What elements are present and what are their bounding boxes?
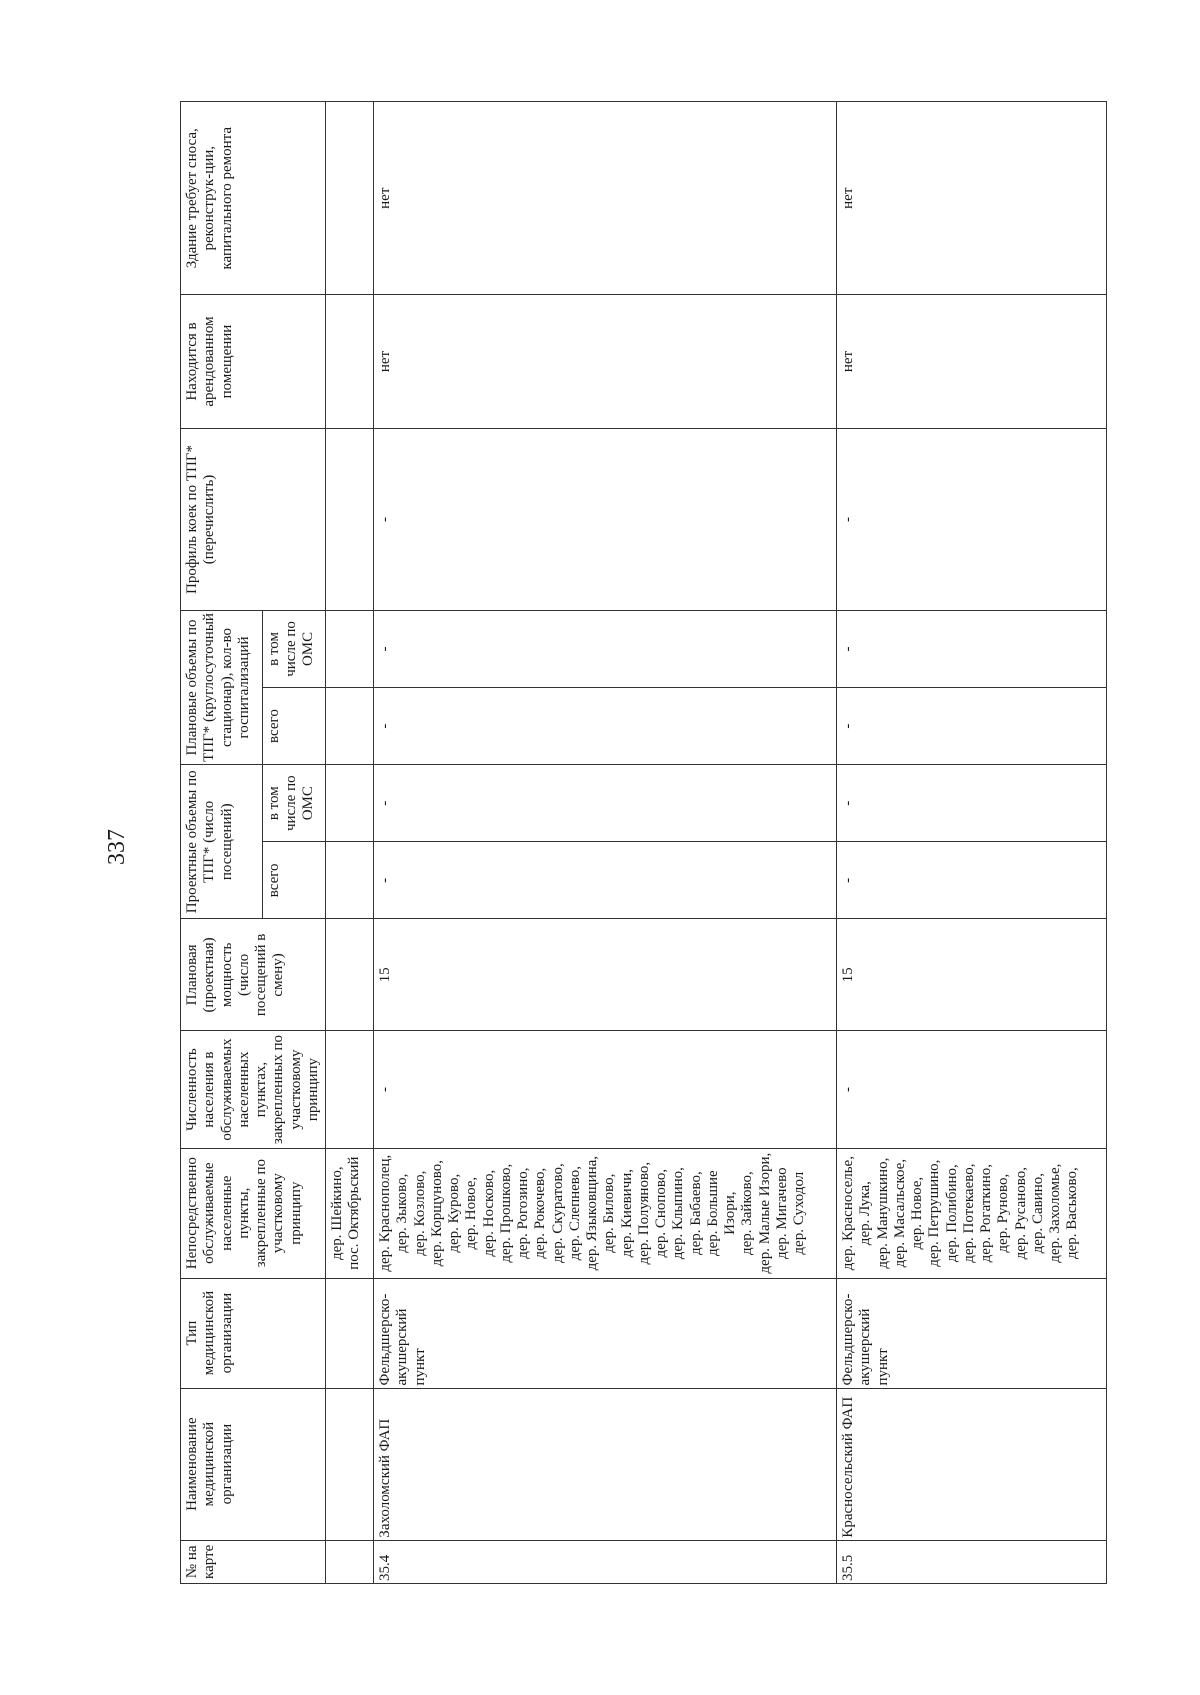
settlement-name: дер. Новое, — [463, 1176, 480, 1250]
row-population: - — [374, 1031, 837, 1148]
settlement-name: дер. Руново, — [995, 1173, 1012, 1253]
header-bed-profile: Профиль коек по ТПГ* (перечислить) — [181, 429, 326, 611]
row-proj-total: - — [374, 842, 837, 919]
row-rented: нет — [374, 294, 837, 428]
settlement-name: дер. Большие Изори, — [704, 1170, 738, 1257]
cont-repair — [326, 102, 374, 294]
row-plan-total: - — [837, 688, 1107, 765]
row-plan-oms: - — [374, 610, 837, 687]
header-num: № на карте — [181, 1540, 326, 1583]
header-settlements: Непосредственно обслуживаемые населенные пункты, закрепленные по участковому принципу — [181, 1148, 326, 1278]
settlement-name: дер. Масальское, — [891, 1158, 908, 1268]
row-population: - — [837, 1031, 1107, 1148]
settlement-name: дер. Захоломье, — [1047, 1163, 1063, 1263]
header-population: Численность населения в обслуживаемых населенных пунктах, закрепленных по участковому принципу — [181, 1031, 326, 1148]
settlement-name: дер. Лука, — [857, 1181, 874, 1246]
cont-proj-total — [326, 842, 374, 919]
cont-population — [326, 1031, 374, 1148]
row-repair: нет — [837, 102, 1107, 294]
cont-type — [326, 1278, 374, 1388]
header-repair: Здание требует сноса, реконструк-ции, капитального ремонта — [181, 102, 326, 294]
page-number: 337 — [104, 829, 130, 865]
table-row — [837, 102, 1107, 1584]
cont-plan-total — [326, 688, 374, 765]
header-capacity: Плановая (проектная) мощность (число посещений в смену) — [181, 919, 326, 1031]
cont-capacity — [326, 919, 374, 1031]
settlement-name: дер. Слепнево, — [566, 1165, 583, 1261]
settlement-name: дер. Мигачево — [773, 1167, 790, 1259]
row-plan-oms: - — [837, 610, 1107, 687]
settlement-name: дер. Краснополец, — [377, 1154, 393, 1272]
settlement-name: дер. Русаново, — [1012, 1166, 1029, 1260]
settlement-name: дер. Корщуново, — [428, 1159, 445, 1267]
row-capacity: 15 — [374, 919, 837, 1031]
cont-proj-oms — [326, 765, 374, 842]
cont-bed-profile — [326, 429, 374, 611]
cont-name — [326, 1388, 374, 1540]
facilities-table — [180, 102, 1107, 1584]
row-type: Фельдшерско-акушерский пункт — [837, 1278, 1107, 1388]
settlement-name: дер. Савино, — [1029, 1172, 1046, 1254]
continuation-row — [326, 102, 374, 1584]
header-row — [181, 102, 263, 1584]
settlement-name: дер. Зайково, — [739, 1171, 756, 1256]
settlement-name: дер. Малые Изори, — [756, 1152, 773, 1274]
cont-plan-oms — [326, 610, 374, 687]
header-proj-oms: в том числе по ОМС — [262, 765, 325, 842]
header-plan-total: всего — [262, 688, 325, 765]
settlement-name: дер. Шейкино, — [329, 1166, 345, 1261]
settlement-name: дер. Рогаткино, — [978, 1164, 994, 1263]
settlement-name: дер. Петрушино, — [926, 1159, 943, 1267]
cont-rented — [326, 294, 374, 428]
row-capacity: 15 — [837, 919, 1107, 1031]
settlement-name: дер. Козлово, — [411, 1170, 428, 1256]
settlement-name: дер. Новое, — [909, 1176, 925, 1250]
header-proj-total: всего — [262, 842, 325, 919]
row-num: 35.4 — [374, 1540, 837, 1583]
cont-num — [326, 1540, 374, 1583]
settlement-name: дер. Рогозино, — [515, 1167, 531, 1259]
row-proj-total: - — [837, 842, 1107, 919]
table-row — [374, 102, 837, 1584]
row-bed-profile: - — [837, 429, 1107, 611]
settlement-name: дер. Рокочево, — [532, 1167, 549, 1259]
row-bed-profile: - — [374, 429, 837, 611]
settlement-name: дер. Бабаево, — [687, 1171, 704, 1256]
header-plan-volume: Плановые объемы по ТПГ* (круглосуточный стационар), кол-во госпитализаций — [181, 610, 263, 764]
settlement-name: дер. Скуратово, — [549, 1163, 566, 1264]
row-rented: нет — [837, 294, 1107, 428]
settlement-name: пос. Октябрьский — [346, 1156, 363, 1270]
settlement-name: дер. Полуяново, — [635, 1161, 652, 1265]
header-rented: Находится в арендованном помещении — [181, 294, 326, 428]
row-settlements — [837, 1148, 1107, 1278]
settlement-name: дер. Суходол — [791, 1171, 807, 1255]
settlement-name: дер. Билово, — [601, 1173, 618, 1253]
row-plan-total: - — [374, 688, 837, 765]
settlement-name: дер. Носково, — [480, 1169, 497, 1257]
settlement-name: дер. Полибино, — [943, 1164, 960, 1263]
settlement-name: дер. Снопово, — [653, 1168, 669, 1258]
row-num: 35.5 — [837, 1540, 1107, 1583]
settlement-name: дер. Зыково, — [394, 1173, 411, 1253]
header-type: Тип медицинской организации — [181, 1278, 326, 1388]
settlement-name: дер. Потекаево, — [960, 1163, 977, 1263]
cont-settlements — [326, 1148, 374, 1278]
settlement-name: дер. Клыпино, — [670, 1167, 687, 1260]
row-name: Захоломский ФАП — [374, 1388, 837, 1540]
settlement-name: дер. Манушкино, — [874, 1157, 891, 1269]
row-repair: нет — [374, 102, 837, 294]
settlement-name: дер. Прошково, — [497, 1163, 514, 1263]
settlement-name: дер. Киевичи, — [618, 1168, 635, 1258]
row-proj-oms: - — [837, 765, 1107, 842]
settlement-name: дер. Красноселье, — [840, 1156, 856, 1271]
row-proj-oms: - — [374, 765, 837, 842]
row-settlements — [374, 1148, 837, 1278]
row-type: Фельдшерско-акушерский пункт — [374, 1278, 837, 1388]
header-proj-volume: Проектные объемы по ТПГ* (число посещений) — [181, 765, 263, 919]
header-name: Наименование медицинской организации — [181, 1388, 326, 1540]
row-name: Красносельский ФАП — [837, 1388, 1107, 1540]
header-plan-oms: в том числе по ОМС — [262, 610, 325, 687]
settlement-name: дер. Васьково, — [1064, 1167, 1081, 1260]
settlement-name: дер. Курово, — [446, 1173, 462, 1253]
settlement-name: дер. Языковщина, — [584, 1155, 600, 1271]
